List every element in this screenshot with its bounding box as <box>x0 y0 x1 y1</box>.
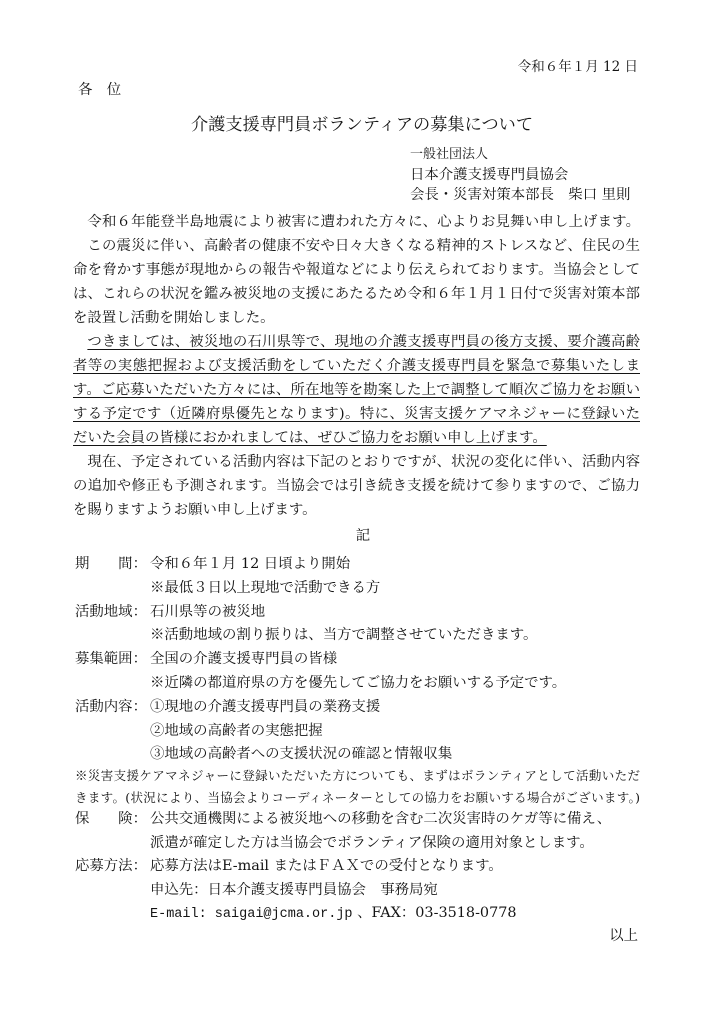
detail-row-insurance <box>75 808 640 832</box>
body-line: 現在、予定されている活動内容は下記のとおりですが、状況の変化に伴い、活動内容 <box>87 454 640 470</box>
detail-label: 活動内容： <box>75 698 147 715</box>
body-line: する予定です（近隣府県優先となります)。特に、災害支援ケアマネジャーに登録いた <box>73 406 640 422</box>
detail-note: ③地域の高齢者への支援状況の確認と情報収集 <box>150 746 453 763</box>
body-line: は、これらの状況を鑑み被災地の支援にあたるため令和６年１月１日付で災害対策本部 <box>73 286 640 302</box>
closing-mark: 以上 <box>609 928 638 944</box>
remark-line: ※災害支援ケアマネジャーに登録いただいた方についても、まずはボランティアとして活動いただ <box>75 768 640 783</box>
detail-row-activities <box>75 696 640 720</box>
addressee: 各 位 <box>78 82 122 98</box>
issue-date: 令和６年１月 12 日 <box>517 59 638 75</box>
body-paragraph-recruitment <box>73 330 640 450</box>
body-line: 令和６年能登半島地震により被害に遭われた方々に、心よりお見舞い申し上げます。 <box>87 214 640 230</box>
contact-fax: 、FAX：03-3518-0778 <box>352 905 517 921</box>
detail-value: 全国の介護支援専門員の皆様 <box>150 651 338 668</box>
detail-label: 期 間： <box>75 556 147 572</box>
body-text <box>73 210 640 522</box>
detail-value: 石川県等の被災地 <box>150 603 266 620</box>
detail-row-period <box>75 553 640 577</box>
body-line: の追加や修正も予測されます。当協会では引き続き支援を続けて参りますので、ご協力 <box>73 478 640 494</box>
body-paragraph-closing <box>73 450 640 522</box>
notice-heading: 記 <box>355 528 371 544</box>
detail-label: 活動地域： <box>75 603 147 620</box>
sender-org-type: 一般社団法人 <box>410 147 489 162</box>
remark-note <box>75 765 640 809</box>
sender-block <box>410 145 630 205</box>
application-destination: 申込先：日本介護支援専門員協会 事務局宛 <box>150 881 438 898</box>
detail-row-scope <box>75 648 640 672</box>
sender-org-name: 日本介護支援専門員協会 <box>410 167 569 183</box>
detail-note: ※近隣の都道府県の方を優先してご協力をお願いする予定です。 <box>150 674 567 691</box>
body-line: 者等の実態把握および支援活動をしていただく介護支援専門員を緊急で募集いたしま <box>73 358 640 374</box>
body-line: す。ご応募いただいた方々には、所在地等を勘案した上で調整して順次ご協力をお願い <box>73 382 640 398</box>
body-line: 命を脅かす事態が現地からの報告や報道などにより伝えられております。当協会として <box>73 262 640 278</box>
underlined-text: だいた会員の皆様におかれましては、ぜひご協力をお願い申し上げます。 <box>73 430 547 446</box>
details-list <box>75 553 640 767</box>
detail-note: ※活動地域の割り振りは、当方で調整させていただきます。 <box>150 627 538 644</box>
body-line <box>73 330 640 354</box>
body-paragraph-greeting <box>73 210 640 234</box>
body-line: を設置し活動を開始しました。 <box>73 310 275 326</box>
details-list-2 <box>75 808 640 926</box>
contact-line <box>75 902 640 926</box>
body-paragraph-background <box>73 234 640 330</box>
detail-value-continued: 派遣が確定した方は当協会でボランティア保険の適用対象とします。 <box>150 834 594 851</box>
document-title: 介護支援専門員ボランティアの募集について <box>190 115 534 135</box>
detail-value: 公共交通機関による被災地への移動を含む二次災害時のケガ等に備え、 <box>150 811 612 827</box>
detail-note: ※最低３日以上現地で活動できる方 <box>150 579 381 596</box>
sender-signatory: 会長・災害対策本部長 柴口 里則 <box>410 187 631 203</box>
detail-value: 応募方法はE-mail またはＦＡＸでの受付となります。 <box>150 858 503 874</box>
body-line <box>73 426 640 450</box>
detail-value: ①現地の介護支援専門員の業務支援 <box>150 698 381 715</box>
detail-label: 応募方法： <box>75 858 147 874</box>
detail-row-area <box>75 601 640 625</box>
detail-label: 保 険： <box>75 811 147 827</box>
detail-label: 募集範囲： <box>75 651 147 668</box>
underlined-text: つきましては、被災地の石川県等で、現地の介護支援専門員の後方支援、要介護高齢 <box>87 334 640 350</box>
body-line: を賜りますようお願い申し上げます。 <box>73 502 317 518</box>
detail-value: 令和６年１月 12 日頃より開始 <box>150 556 351 572</box>
contact-email: E-mail: saigai@jcma.or.jp <box>150 907 353 922</box>
detail-note: ②地域の高齢者の実態把握 <box>150 722 323 739</box>
body-line: この震災に伴い、高齢者の健康不安や日々大きくなる精神的ストレスなど、住民の生 <box>87 238 640 254</box>
remark-line: きます。(状況により、当協会よりコーディネーターとしての協力をお願いする場合がございます。) <box>75 790 640 805</box>
detail-row-application <box>75 855 640 879</box>
